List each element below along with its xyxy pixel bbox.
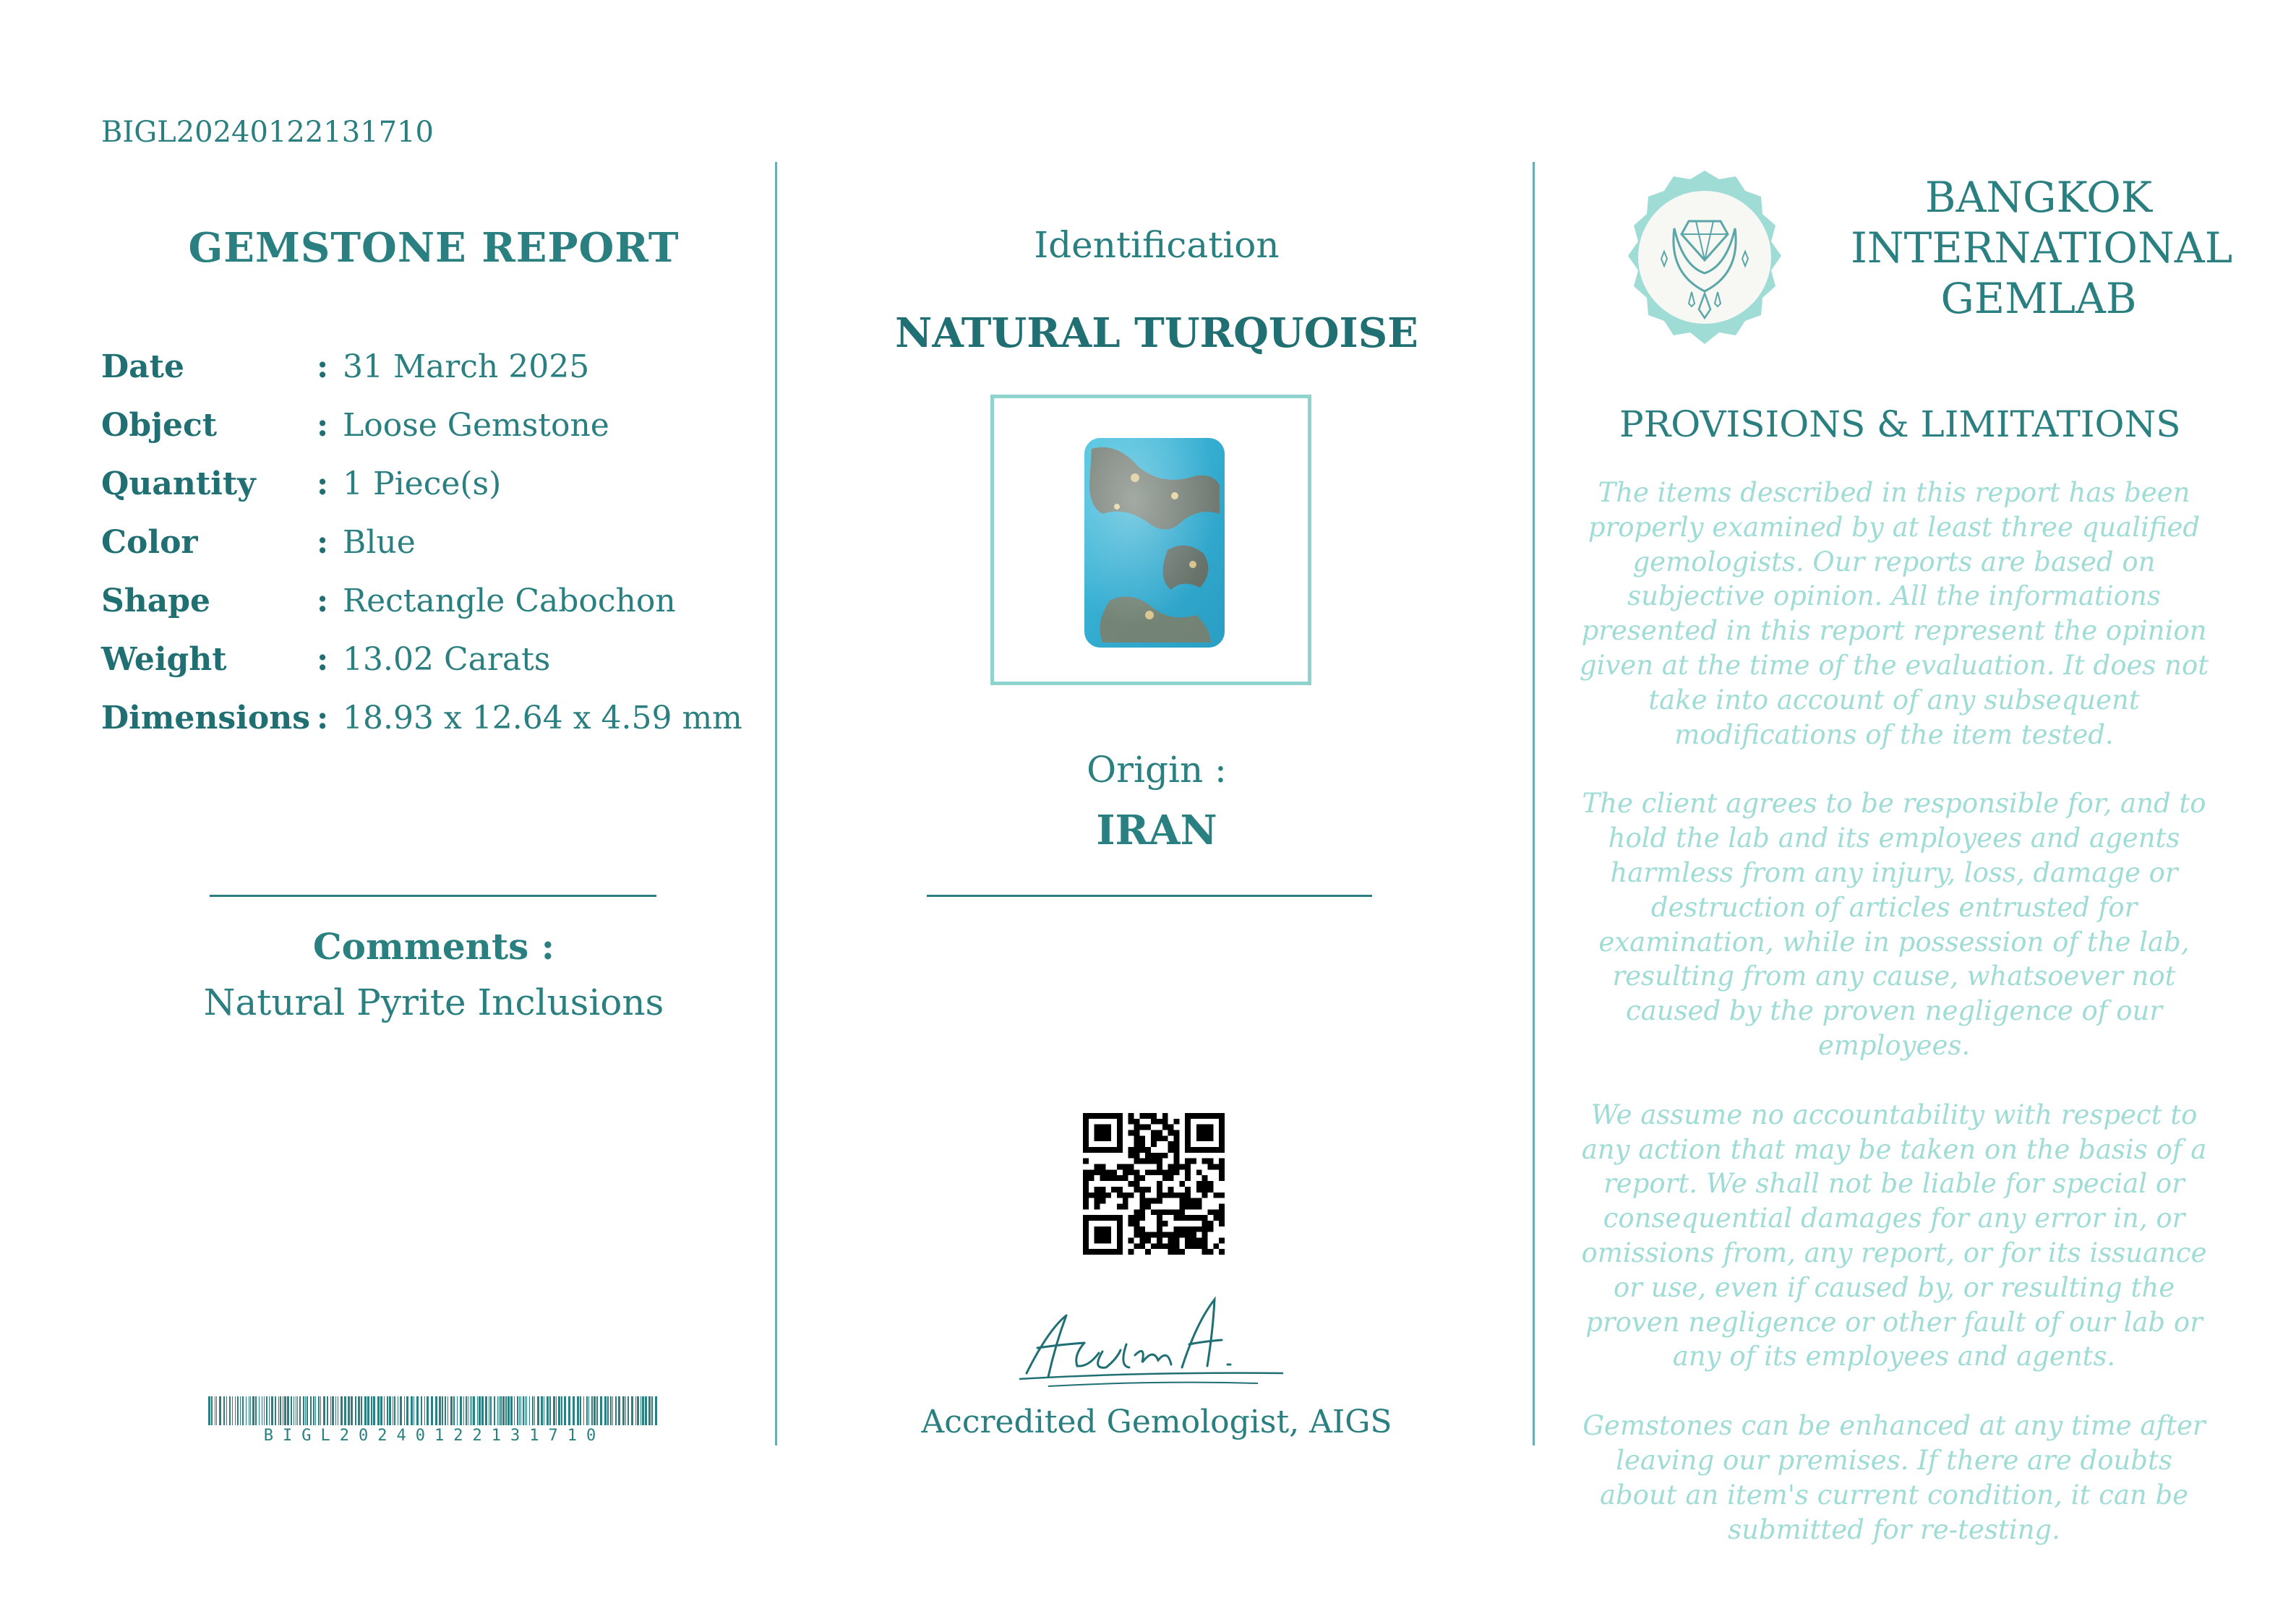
detail-value: Blue	[343, 524, 416, 561]
column-divider-left	[775, 162, 777, 1445]
detail-label: Object	[101, 407, 218, 444]
comments-text: Natural Pyrite Inclusions	[203, 981, 664, 1023]
origin-divider	[927, 895, 1372, 897]
detail-value: 13.02 Carats	[343, 641, 551, 678]
detail-colon: :	[317, 465, 329, 502]
stone-name: NATURAL TURQUOISE	[895, 309, 1418, 357]
lab-name-line: GEMLAB	[1940, 274, 2137, 323]
detail-label: Date	[101, 348, 184, 385]
detail-label: Quantity	[101, 465, 256, 502]
detail-label: Dimensions	[101, 700, 311, 736]
qr-code-icon	[1083, 1113, 1225, 1255]
detail-label: Weight	[101, 641, 227, 678]
provisions-paragraph: The items described in this report has been properly examined by at least three qualified gemologists. Our reports are based on subjective opinion. All the informations presented in this report represent the opinion given at the time of the evaluation. It does not take into account of any subsequent modifications of the item tested.	[1579, 477, 2209, 750]
detail-value: 1 Piece(s)	[343, 465, 502, 502]
detail-colon: :	[317, 524, 329, 561]
detail-colon: :	[317, 407, 329, 444]
column-divider-right	[1533, 162, 1535, 1445]
detail-value: Rectangle Cabochon	[343, 583, 676, 619]
diamond-crescent-seal-icon	[1611, 165, 1799, 353]
provisions-paragraph: We assume no accountability with respect to any action that may be taken on the basis of a report. We shall not be liable for special or consequential damages for any error in, or omissions from, any report, or for its issuance or use, even if caused by, or resulting the proven negligence or other fault of our lab or any of its employees and agents.	[1581, 1099, 2207, 1372]
identification-label: Identification	[1034, 224, 1280, 266]
detail-label: Shape	[101, 583, 211, 619]
report-title: GEMSTONE REPORT	[188, 224, 680, 272]
comments-title: Comments :	[312, 925, 555, 968]
provisions-paragraph: Gemstones can be enhanced at any time after leaving our premises. If there are doubts about an item's current condition, it can be submitted for re-testing.	[1582, 1410, 2206, 1545]
detail-colon: :	[317, 348, 329, 385]
provisions-body	[1576, 476, 2212, 1581]
detail-value: Loose Gemstone	[343, 407, 609, 444]
lab-name-line: BANGKOK	[1924, 173, 2153, 222]
provisions-title: PROVISIONS & LIMITATIONS	[1619, 403, 2181, 445]
barcode-number: BIGL20240122131710	[208, 1425, 661, 1445]
origin-value: IRAN	[1096, 807, 1217, 854]
gemstone-photo	[994, 398, 1308, 682]
gemstone-photo-frame	[990, 395, 1311, 685]
comments-divider	[210, 895, 656, 897]
detail-colon: :	[317, 583, 329, 619]
lab-name	[1851, 172, 2233, 324]
detail-value: 31 March 2025	[343, 348, 590, 385]
report-number: BIGL20240122131710	[101, 116, 434, 149]
signature-image	[998, 1286, 1301, 1395]
detail-value: 18.93 x 12.64 x 4.59 mm	[343, 700, 742, 736]
detail-colon: :	[317, 641, 329, 678]
detail-label: Color	[101, 524, 198, 561]
provisions-paragraph: The client agrees to be responsible for, and to hold the lab and its employees and agents harmless from any injury, loss, damage or destruction of articles entrusted for examination, while in possession of the lab, resulting from any cause, whatsoever not caused by the proven negligence of our employees.	[1582, 788, 2206, 1061]
lab-name-line: INTERNATIONAL	[1851, 223, 2233, 272]
detail-colon: :	[317, 700, 329, 736]
gemologist-label: Accredited Gemologist, AIGS	[921, 1404, 1392, 1440]
origin-label: Origin :	[1087, 749, 1227, 791]
